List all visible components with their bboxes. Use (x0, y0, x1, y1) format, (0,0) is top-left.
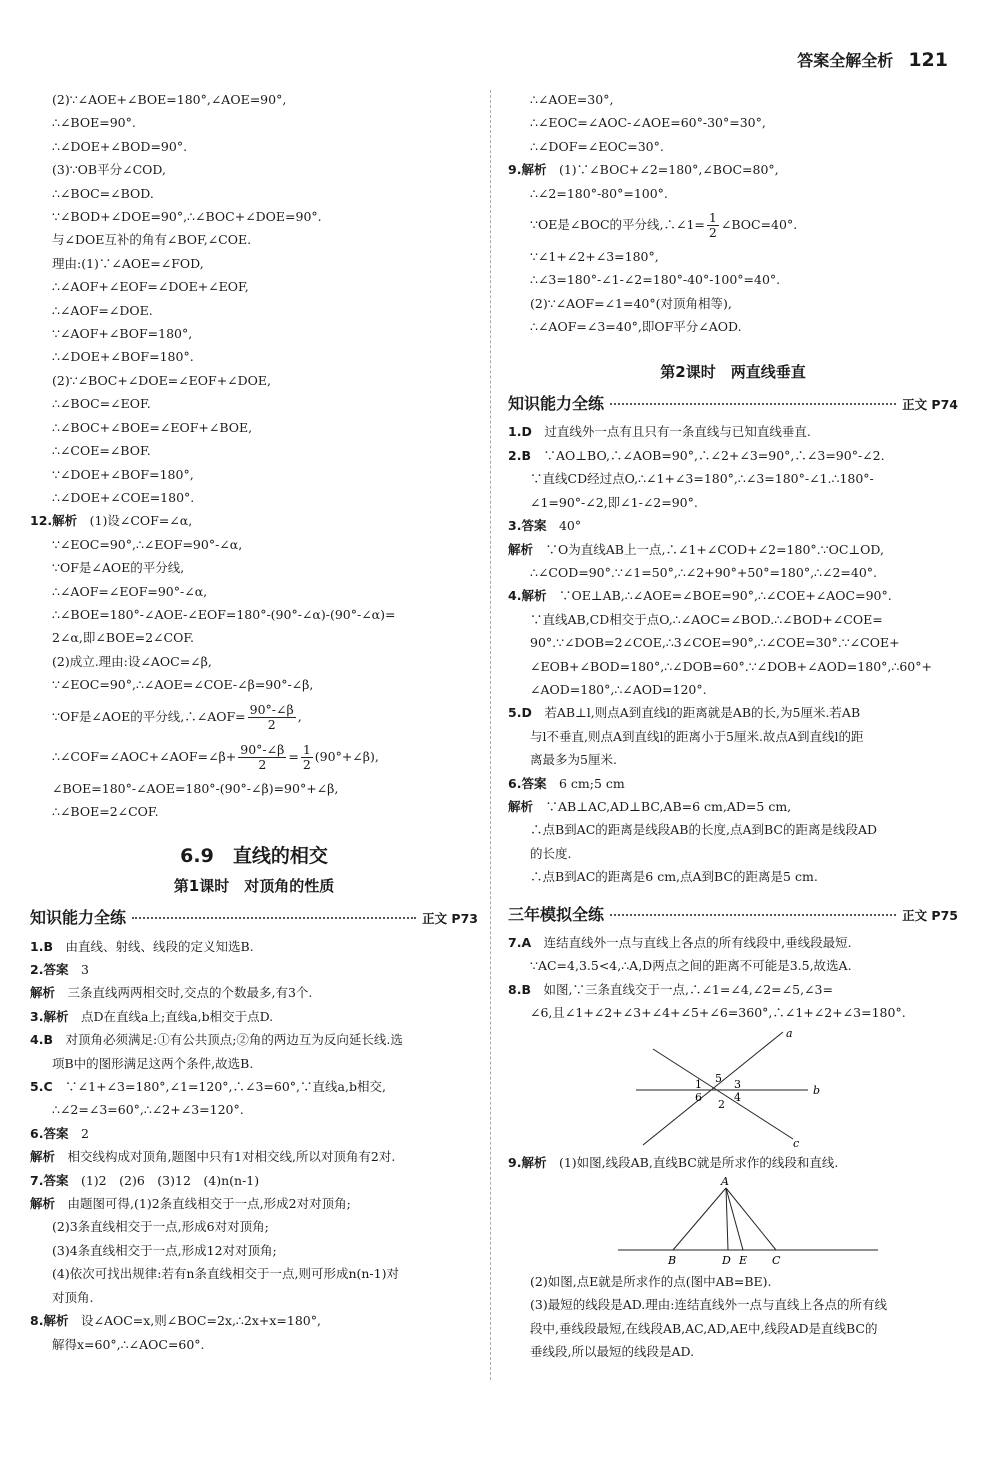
solution-line: ∵OF是∠AOE的平分线, (52, 560, 185, 576)
frac3-pre: ∵OE是∠BOC的平分线,∴∠1= (530, 217, 705, 233)
bar-page-ref: 正文 P73 (422, 911, 478, 927)
solution-line: ∴∠EOC=∠AOC-∠AOE=60°-30°=30°, (530, 115, 766, 131)
answer-line (508, 795, 958, 818)
left-solution-block-3 (30, 777, 478, 824)
answer-text: 对顶角必须满足:①有公共顶点;②角的两边互为反向延长线.选 (65, 1032, 403, 1048)
section-bar (508, 392, 958, 416)
answer-line (30, 1052, 478, 1075)
segment-ae (726, 1188, 743, 1250)
label-angle-3: 3 (734, 1077, 741, 1091)
section-bar (508, 903, 958, 927)
label-b: b (813, 1083, 821, 1097)
numerator: 90°-∠β (240, 741, 285, 757)
answer-text: (2)如图,点E就是所求作的点(图中AB=BE). (530, 1274, 772, 1290)
dotted-leader (610, 914, 896, 916)
answer-text: 段中,垂线段最短,在线段AB,AC,AD,AE中,线段AD是直线BC的 (530, 1320, 878, 1336)
left-column (30, 88, 478, 1356)
label-E: E (739, 1254, 748, 1268)
answer-text: 若AB⊥l,则点A到直线l的距离就是AB的长,为5厘米.若AB (544, 705, 861, 721)
answer-line (508, 1317, 958, 1340)
answer-line (30, 1145, 478, 1168)
solution-line: ∴∠3=180°-∠1-∠2=180°-40°-100°=40°. (530, 272, 781, 288)
answer-line (508, 748, 958, 771)
answer-label: 8.B (508, 981, 531, 997)
answer-text: 离最多为5厘米. (530, 752, 617, 768)
label-D: D (722, 1254, 731, 1268)
solution-line: ∴∠BOE=90°. (52, 115, 136, 131)
solution-line: (2)∵∠AOF=∠1=40°(对顶角相等), (530, 295, 732, 311)
q12-first-line (30, 509, 478, 532)
answer-line (508, 678, 958, 701)
answer-line (30, 1169, 478, 1192)
dotted-leader (132, 917, 416, 919)
frac2-post: (90°+∠β), (314, 748, 379, 764)
answer-line (508, 1151, 958, 1174)
right-answers-3 (508, 1151, 958, 1174)
answer-label: 2.B (508, 447, 531, 463)
answer-line (30, 1028, 478, 1051)
answer-line (508, 772, 958, 795)
answer-text: ∵OE⊥AB,∴∠AOE=∠BOE=90°,∴∠COE+∠AOC=90°. (558, 588, 892, 604)
dotted-leader (610, 403, 896, 405)
numerator: 1 (302, 741, 311, 757)
lesson-title: 第2课时 两直线垂直 (660, 362, 806, 381)
solution-line: 理由:(1)∵∠AOE=∠FOD, (52, 255, 204, 271)
solution-line: 与∠DOE互补的角有∠BOF,∠COE. (52, 232, 252, 248)
answer-line (508, 584, 958, 607)
answer-text: (3)4条直线相交于一点,形成12对对顶角; (52, 1242, 277, 1258)
answer-text: 3 (80, 962, 89, 977)
answer-text: ∴∠2=∠3=60°,∴∠2+∠3=120°. (52, 1102, 244, 1118)
answer-label: 3.解析 (30, 1008, 69, 1024)
right-answers-1 (508, 420, 958, 888)
answer-text: 90°.∵∠DOB=2∠COE,∴3∠COE=90°,∴∠COE=30°.∵∠COE+ (530, 635, 900, 651)
answer-text: (1)如图,线段AB,直线BC就是所求作的线段和直线. (558, 1154, 839, 1170)
label-C: C (772, 1254, 781, 1268)
answer-text: (2)3条直线相交于一点,形成6对对顶角; (52, 1219, 269, 1235)
section-title: 6.9 直线的相交 (180, 845, 328, 868)
answer-line (508, 818, 958, 841)
answer-label: 4.B (30, 1032, 53, 1048)
fraction-line-3 (508, 205, 958, 245)
answer-line (508, 655, 958, 678)
solution-line: ∴∠BOE=180°-∠AOE-∠EOF=180°-(90°-∠α)-(90°-∠α)= (52, 606, 396, 622)
answer-line (508, 931, 958, 954)
answer-text: 相交线构成对顶角,题图中只有1对相交线,所以对顶角有2对. (67, 1149, 396, 1165)
answer-text: ∵∠1+∠3=180°,∠1=120°,∴∠3=60°,∵直线a,b相交, (65, 1079, 386, 1095)
solution-line: ∴∠DOE+∠BOD=90°. (52, 138, 188, 154)
answer-label: 6.答案 (508, 775, 547, 791)
answer-text: 项B中的图形满足这两个条件,故选B. (52, 1055, 254, 1071)
answer-line (508, 491, 958, 514)
q12-label: 12.解析 (30, 513, 78, 529)
answer-line (508, 978, 958, 1001)
segment-ab (673, 1188, 726, 1250)
answer-text: ∠EOB+∠BOD=180°,∴∠DOB=60°.∵∠DOB+∠AOD=180°,∴60°+ (530, 658, 932, 674)
solution-line: ∵∠BOD+∠DOE=90°,∴∠BOC+∠DOE=90°. (52, 209, 322, 225)
answer-label: 7.A (508, 935, 532, 950)
answer-text: 点D在直线a上;直线a,b相交于点D. (80, 1008, 274, 1024)
segment-ac (726, 1188, 776, 1250)
answer-text: ∵直线CD经过点O,∴∠1+∠3=180°,∴∠3=180°-∠1.∴180°- (530, 471, 874, 487)
answer-line (508, 538, 958, 561)
solution-line: ∠BOE=180°-∠AOE=180°-(90°-∠β)=90°+∠β, (52, 780, 339, 796)
q12-first-text: (1)设∠COF=∠α, (89, 513, 193, 529)
answer-text: 由题图可得,(1)2条直线相交于一点,形成2对对顶角; (67, 1196, 351, 1212)
section-bar (30, 906, 478, 930)
right-answers-4 (508, 1270, 958, 1364)
answer-text: 40° (558, 518, 582, 534)
fraction (248, 703, 296, 732)
fraction (301, 743, 313, 772)
bar-title: 知识能力全练 (508, 394, 605, 414)
right-solution-block-1 (508, 88, 958, 158)
answer-line (30, 1286, 478, 1309)
answer-text: ∠6,且∠1+∠2+∠3+∠4+∠5+∠6=360°,∴∠1+∠2+∠3=180°. (530, 1005, 906, 1021)
answer-text: 6 cm;5 cm (558, 775, 625, 791)
answer-text: ∠1=90°-∠2,即∠1-∠2=90°. (530, 494, 698, 510)
frac1-pre: ∵OF是∠AOE的平分线,∴∠AOF= (52, 708, 246, 724)
label-angle-6: 6 (695, 1090, 702, 1104)
lesson-title: 第1课时 对顶角的性质 (173, 876, 335, 895)
left-solution-block-1 (30, 88, 478, 509)
answer-text: 垂线段,所以最短的线段是AD. (530, 1344, 695, 1360)
answer-text: 三条直线两两相交时,交点的个数最多,有3个. (67, 985, 313, 1001)
solution-line: ∵∠EOC=90°,∴∠EOF=90°-∠α, (52, 536, 243, 552)
solution-line: (2)成立.理由:设∠AOC=∠β, (52, 653, 212, 669)
label-angle-2: 2 (718, 1097, 725, 1111)
answer-label: 5.C (30, 1079, 53, 1095)
label-c: c (793, 1136, 800, 1149)
label-angle-4: 4 (734, 1090, 741, 1104)
denominator: 2 (708, 225, 717, 241)
q9-label: 9.解析 (508, 162, 547, 178)
solution-line: ∵∠1+∠2+∠3=180°, (530, 249, 659, 265)
solution-line: ∴∠DOE+∠BOF=180°. (52, 349, 194, 365)
answer-line (30, 1005, 478, 1028)
answer-line (30, 1192, 478, 1215)
label-B: B (668, 1254, 677, 1268)
answer-text: ∵直线AB,CD相交于点O,∴∠AOC=∠BOD.∴∠BOD+∠COE= (530, 611, 883, 627)
solution-line: (2)∵∠AOE+∠BOE=180°,∠AOE=90°, (52, 92, 287, 107)
answer-text: ∵AO⊥BO,∴∠AOB=90°,∴∠2+∠3=90°,∴∠3=90°-∠2. (543, 447, 885, 463)
fraction-line-2 (30, 737, 478, 777)
segment-ad (726, 1188, 728, 1250)
bar-title: 知识能力全练 (30, 908, 127, 928)
solution-line: ∴∠AOF=∠EOF=90°-∠α, (52, 583, 208, 599)
answer-label: 2.答案 (30, 962, 69, 977)
right-solution-block-2 (508, 245, 958, 339)
answer-line (508, 1001, 958, 1024)
answer-text: ∠AOD=180°,∴∠AOD=120°. (530, 681, 707, 697)
answer-line (508, 444, 958, 467)
label-a: a (786, 1026, 793, 1040)
solution-line: ∴∠AOF=∠DOE. (52, 302, 153, 318)
q9-second-line: ∴∠2=180°-80°=100°. (530, 185, 668, 201)
answer-line (508, 1293, 958, 1316)
solution-line: ∴∠AOF=∠3=40°,即OF平分∠AOD. (530, 319, 742, 335)
answer-text: 与l不垂直,则点A到直线l的距离小于5厘米.故点A到直线l的距 (530, 728, 864, 744)
answer-text: 的长度. (530, 845, 572, 861)
page-header (797, 48, 948, 71)
answer-line (30, 1122, 478, 1145)
answer-line (30, 1215, 478, 1238)
denominator: 2 (258, 756, 267, 772)
numerator: 90°-∠β (249, 701, 294, 717)
answer-line (508, 467, 958, 490)
answer-text: 2 (80, 1125, 89, 1141)
answer-line (30, 1239, 478, 1262)
solution-line: ∴∠AOF+∠EOF=∠DOE+∠EOF, (52, 279, 249, 295)
answer-text: ∵O为直线AB上一点,∴∠1+∠COD+∠2=180°.∵OC⊥OD, (545, 541, 884, 557)
answer-label: 6.答案 (30, 1125, 69, 1141)
answer-text: (3)最短的线段是AD.理由:连结直线外一点与直线上各点的所有线 (530, 1297, 887, 1313)
answer-text: (4)依次可找出规律:若有n条直线相交于一点,则可形成n(n-1)对 (52, 1266, 399, 1282)
bar-title: 三年模拟全练 (508, 904, 605, 924)
numerator: 1 (708, 210, 717, 226)
right-column (508, 88, 958, 1364)
fraction (238, 743, 286, 772)
solution-line: ∴∠DOE+∠COE=180°. (52, 489, 195, 505)
right-answers-2 (508, 931, 958, 1025)
answer-line (508, 1270, 958, 1293)
solution-line: ∴∠COE=∠BOF. (52, 443, 151, 459)
answer-line (30, 1098, 478, 1121)
page-number: 121 (908, 49, 948, 71)
answer-text: 由直线、射线、线段的定义知选B. (65, 938, 254, 954)
answer-line (508, 701, 958, 724)
denominator: 2 (302, 756, 311, 772)
answer-line (508, 608, 958, 631)
answer-label: 8.解析 (30, 1313, 69, 1329)
answer-label: 解析 (508, 798, 534, 814)
answer-text: 如图,∵三条直线交于一点,∴∠1=∠4,∠2=∠5,∠3= (543, 981, 833, 997)
answer-label: 1.B (30, 938, 53, 954)
answer-label: 9.解析 (508, 1154, 547, 1170)
answer-line (508, 420, 958, 443)
frac2-mid: = (288, 748, 299, 764)
three-lines-figure (508, 1027, 958, 1149)
answer-line (508, 631, 958, 654)
frac2-pre: ∴∠COF=∠AOC+∠AOF=∠β+ (52, 748, 237, 764)
answer-text: 连结直线外一点与直线上各点的所有线段中,垂线段最短. (543, 935, 852, 950)
answer-label: 7.答案 (30, 1172, 69, 1188)
left-answers (30, 935, 478, 1356)
answer-line (30, 1333, 478, 1356)
answer-line (30, 1075, 478, 1098)
column-divider (490, 90, 491, 1380)
answer-label: 1.D (508, 424, 532, 440)
answer-line (508, 865, 958, 888)
answer-label: 解析 (508, 541, 534, 557)
answer-label: 解析 (30, 1196, 56, 1212)
header-title: 答案全解全析 (797, 51, 894, 70)
solution-line: ∵∠DOE+∠BOF=180°, (52, 466, 194, 482)
q9-first-line (508, 158, 958, 181)
answer-text: 解得x=60°,∴∠AOC=60°. (52, 1336, 205, 1352)
solution-line: ∴∠AOE=30°, (530, 92, 614, 107)
label-angle-1: 1 (695, 1077, 702, 1091)
solution-line: ∴∠BOC=∠EOF. (52, 396, 151, 412)
answer-label: 4.解析 (508, 588, 547, 604)
solution-line: ∵∠AOF+∠BOF=180°, (52, 326, 193, 342)
frac3-post: ∠BOC=40°. (720, 217, 798, 233)
solution-line: (2)∵∠BOC+∠DOE=∠EOF+∠DOE, (52, 372, 272, 388)
answer-text: ∵AB⊥AC,AD⊥BC,AB=6 cm,AD=5 cm, (545, 798, 792, 814)
answer-line (508, 954, 958, 977)
answer-line (508, 1340, 958, 1363)
answer-line (508, 561, 958, 584)
answer-line (30, 935, 478, 958)
solution-line: ∴∠BOE=2∠COF. (52, 803, 159, 819)
answer-line (508, 725, 958, 748)
fraction (707, 211, 719, 240)
denominator: 2 (267, 716, 276, 732)
answer-text: ∴点B到AC的距离是6 cm,点A到BC的距离是5 cm. (530, 869, 818, 885)
answer-line (508, 514, 958, 537)
q9-first-text: (1)∵∠BOC+∠2=180°,∠BOC=80°, (558, 162, 779, 178)
solution-line: ∴∠BOC+∠BOE=∠EOF+∠BOE, (52, 419, 253, 435)
answer-text: (1)2 (2)6 (3)12 (4)n(n-1) (80, 1172, 260, 1188)
triangle-figure (508, 1176, 958, 1268)
solution-line: (3)∵OB平分∠COD, (52, 162, 166, 178)
solution-line: 2∠α,即∠BOE=2∠COF. (52, 630, 195, 646)
answer-text: 过直线外一点有且只有一条直线与已知直线垂直. (544, 424, 811, 440)
answer-line (30, 958, 478, 981)
bar-page-ref: 正文 P74 (902, 397, 958, 413)
answer-text: ∴∠COD=90°.∵∠1=50°,∴∠2+90°+50°=180°,∴∠2=40°. (530, 564, 878, 580)
label-A: A (721, 1176, 729, 1189)
fraction-line-1 (30, 697, 478, 737)
answer-label: 5.D (508, 705, 532, 721)
answer-line (30, 1309, 478, 1332)
answer-text: ∴点B到AC的距离是线段AB的长度,点A到BC的距离是线段AD (530, 822, 878, 838)
answer-line (508, 842, 958, 865)
solution-line: ∵∠EOC=90°,∴∠AOE=∠COE-∠β=90°-∠β, (52, 677, 314, 693)
solution-line: ∴∠BOC=∠BOD. (52, 185, 154, 201)
label-angle-5: 5 (715, 1071, 722, 1085)
answer-text: 对顶角. (52, 1289, 94, 1305)
answer-label: 解析 (30, 985, 56, 1001)
line-a (643, 1032, 783, 1145)
answer-label: 解析 (30, 1149, 56, 1165)
solution-line: ∴∠DOF=∠EOC=30°. (530, 138, 664, 154)
answer-label: 3.答案 (508, 518, 547, 534)
line-c (653, 1049, 793, 1139)
answer-text: 设∠AOC=x,则∠BOC=2x,∴2x+x=180°, (80, 1313, 321, 1329)
left-solution-block-2 (30, 533, 478, 697)
answer-line (30, 981, 478, 1004)
answer-text: ∵AC=4,3.5<4,∴A,D两点之间的距离不可能是3.5,故选A. (530, 958, 852, 974)
bar-page-ref: 正文 P75 (902, 907, 958, 923)
answer-line (30, 1262, 478, 1285)
frac1-post: , (297, 708, 302, 724)
